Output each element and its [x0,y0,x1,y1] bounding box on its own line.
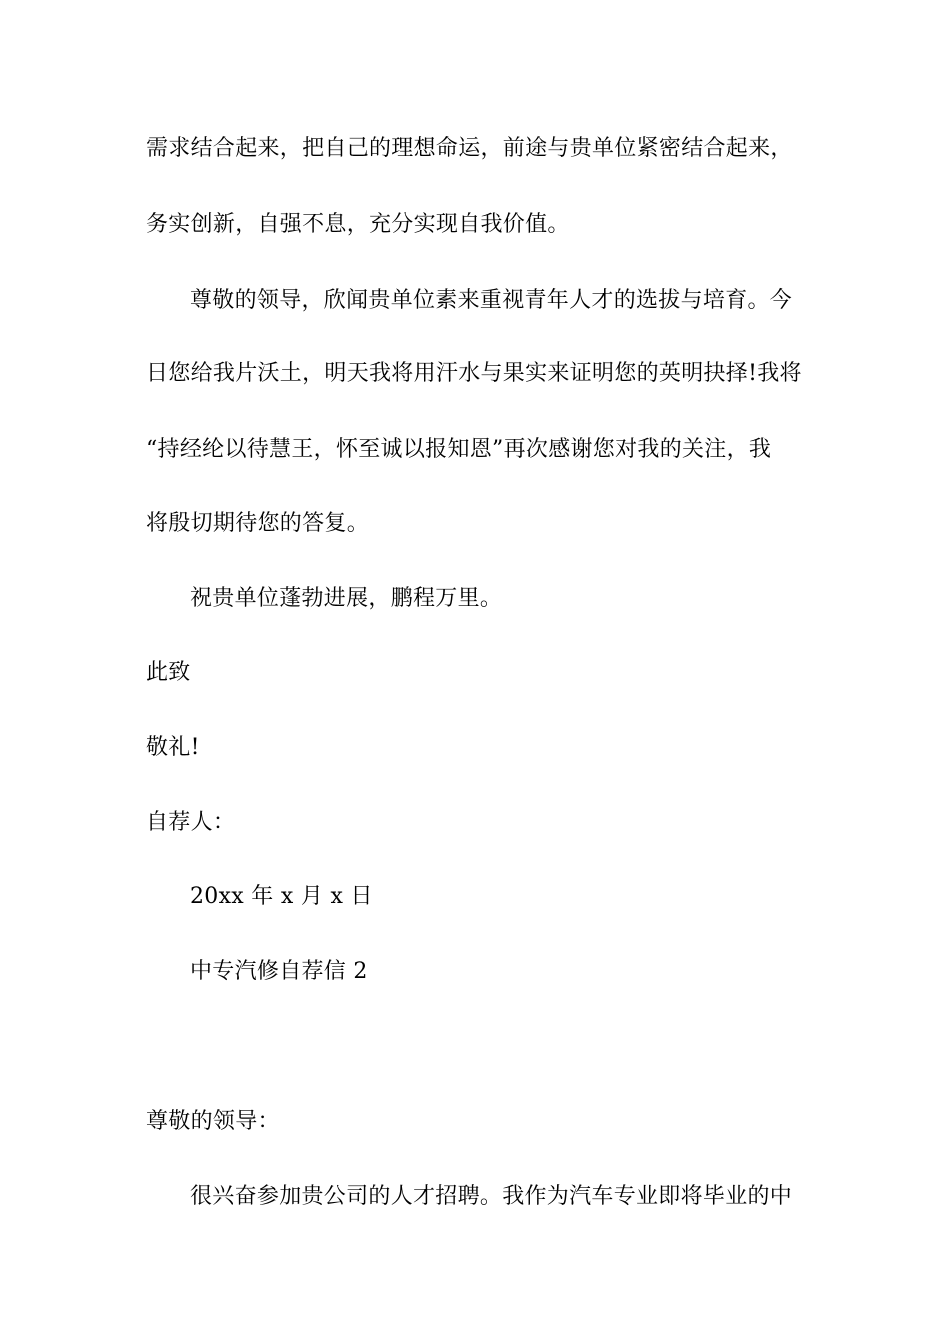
body-line-2: 务实创新，自强不息，充分实现自我价值。 [146,212,570,237]
section-title: 中专汽修自荐信 2 [190,959,368,984]
letter-greeting: 尊敬的领导： [146,1109,280,1134]
body-line-3: 尊敬的领导，欣闻贵单位素来重视青年人才的选拔与培育。今 [190,288,793,313]
salutation-jing-li: 敬礼! [146,735,200,760]
body-line-6: 将殷切期待您的答复。 [146,511,370,536]
body-line-1: 需求结合起来，把自己的理想命运，前途与贵单位紧密结合起来， [146,136,793,161]
salutation-ci-zhi: 此致 [146,660,191,685]
body-line-4: 日您给我片沃土，明天我将用汗水与果实来证明您的英明抉择!我将 [146,361,802,386]
closing-wish: 祝贵单位蓬勃进展，鹏程万里。 [190,586,503,611]
body-line-5: “持经纶以待慧王，怀至诚以报知恩”再次感谢您对我的关注，我 [146,437,772,462]
date-line: 20xx 年 x 月 x 日 [190,884,373,909]
signature-label: 自荐人： [146,810,236,835]
letter-opening-line: 很兴奋参加贵公司的人才招聘。我作为汽车专业即将毕业的中 [190,1184,793,1209]
